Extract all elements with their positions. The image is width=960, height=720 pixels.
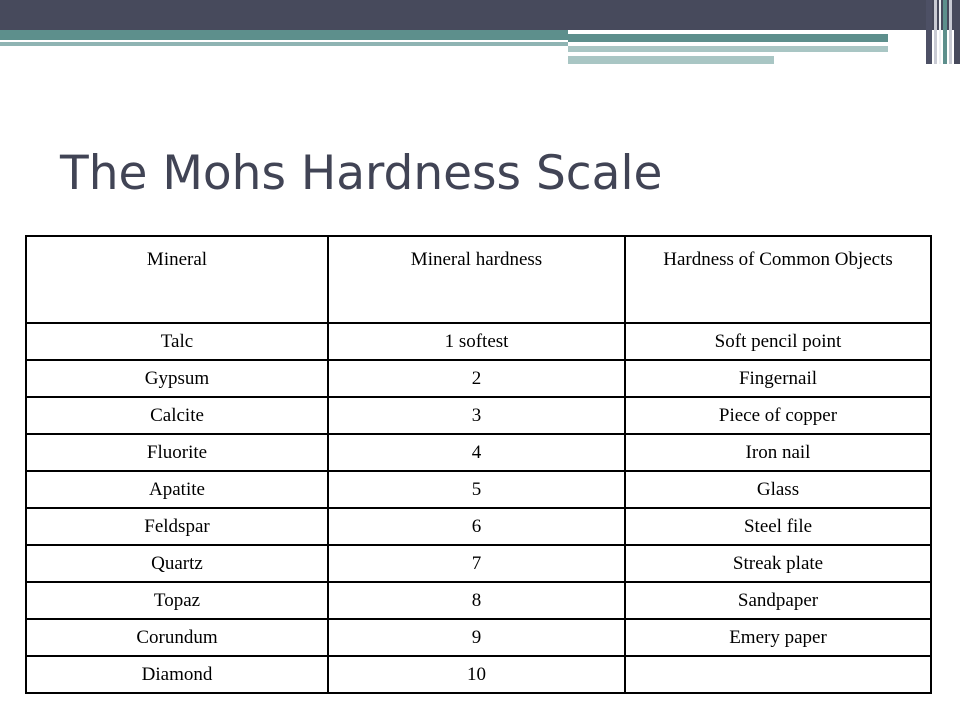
accent-line-right: [568, 46, 888, 52]
header-mineral: Mineral: [26, 236, 328, 323]
mineral-cell: Talc: [26, 323, 328, 360]
accent-line: [0, 42, 568, 46]
hardness-cell: 6: [328, 508, 625, 545]
edge-stripe: [934, 0, 937, 64]
hardness-cell: 4: [328, 434, 625, 471]
mineral-cell: Quartz: [26, 545, 328, 582]
mineral-cell: Calcite: [26, 397, 328, 434]
edge-stripe: [943, 0, 947, 64]
table-row: [26, 397, 931, 434]
edge-stripe: [954, 0, 960, 64]
table-row: [26, 471, 931, 508]
object-cell: Glass: [625, 471, 931, 508]
table-row: [26, 619, 931, 656]
top-bar: [0, 0, 960, 30]
hardness-cell: 2: [328, 360, 625, 397]
hardness-table: [25, 235, 932, 694]
table-row: [26, 360, 931, 397]
accent-band-right: [568, 34, 888, 42]
mineral-cell: Corundum: [26, 619, 328, 656]
object-cell: Piece of copper: [625, 397, 931, 434]
mineral-cell: Fluorite: [26, 434, 328, 471]
mineral-cell: Diamond: [26, 656, 328, 693]
object-cell: Iron nail: [625, 434, 931, 471]
hardness-cell: 9: [328, 619, 625, 656]
object-cell: Steel file: [625, 508, 931, 545]
mineral-cell: Topaz: [26, 582, 328, 619]
hardness-cell: 1 softest: [328, 323, 625, 360]
edge-stripe: [926, 0, 932, 64]
accent-line-short: [568, 56, 774, 64]
object-cell: [625, 656, 931, 693]
table-row: [26, 545, 931, 582]
object-cell: Sandpaper: [625, 582, 931, 619]
table-row: [26, 434, 931, 471]
mineral-cell: Apatite: [26, 471, 328, 508]
table-row: [26, 323, 931, 360]
hardness-cell: 10: [328, 656, 625, 693]
table-row: [26, 656, 931, 693]
slide-title: The Mohs Hardness Scale: [60, 146, 663, 201]
header-mineral-hardness: Mineral hardness: [328, 236, 625, 323]
table-header-row: [26, 236, 931, 323]
hardness-cell: 3: [328, 397, 625, 434]
object-cell: Emery paper: [625, 619, 931, 656]
table-row: [26, 508, 931, 545]
mineral-cell: Gypsum: [26, 360, 328, 397]
edge-stripe: [949, 0, 952, 64]
edge-stripe: [939, 0, 941, 64]
object-cell: Soft pencil point: [625, 323, 931, 360]
accent-band: [0, 30, 568, 40]
mineral-cell: Feldspar: [26, 508, 328, 545]
object-cell: Fingernail: [625, 360, 931, 397]
hardness-cell: 8: [328, 582, 625, 619]
table-row: [26, 582, 931, 619]
hardness-cell: 7: [328, 545, 625, 582]
object-cell: Streak plate: [625, 545, 931, 582]
header-common-objects: Hardness of Common Objects: [625, 236, 931, 323]
hardness-cell: 5: [328, 471, 625, 508]
